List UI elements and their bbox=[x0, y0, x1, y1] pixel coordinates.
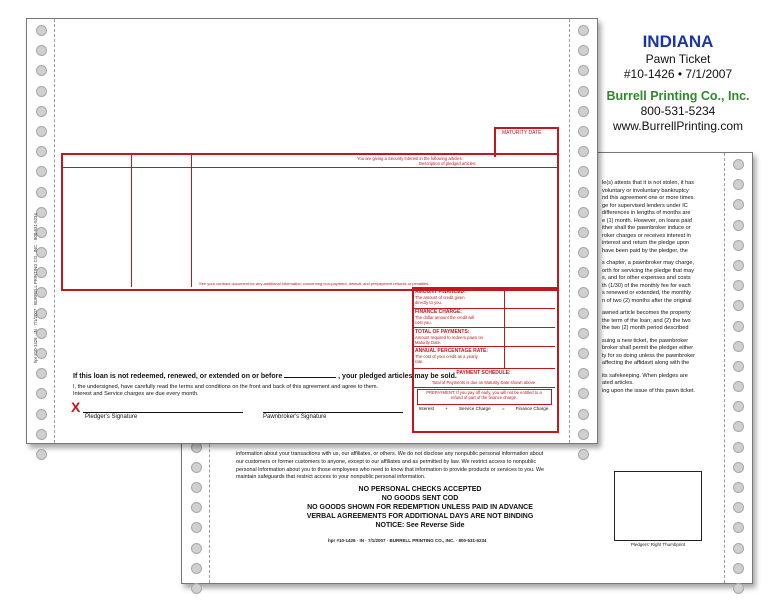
notice-line: NO PERSONAL CHECKS ACCEPTED bbox=[358, 486, 482, 493]
contract-note: See your contract document for any additional information concerning non-payment, default, and prepayment refunds or penalties. bbox=[199, 281, 430, 286]
tractor-hole bbox=[578, 388, 589, 399]
thumbprint-box bbox=[614, 471, 702, 541]
tractor-hole bbox=[733, 522, 744, 533]
pledgor-signature-line[interactable] bbox=[83, 412, 243, 413]
tractor-hole bbox=[578, 409, 589, 420]
company-phone: 800-531-5234 bbox=[640, 104, 716, 118]
tractor-hole bbox=[733, 543, 744, 554]
tractor-hole bbox=[733, 482, 744, 493]
tractor-hole bbox=[733, 260, 744, 271]
back-terms-text: le(s) attests that it is not stolen, it has voluntary or involuntary bankruptcy nd this agreement one or more times. ge for supervised lenders under IC differences in lengths of months are e (1) month. However, on loans paid ither shall the pawnbroker induce or roker charges or receives interest in interest and return the pledge upon have been paid by the pledger, the s chapter, a pawnbroker may charge, orth for servicing the pledge that may s, and for other expenses and costs th (1/30) of the monthly fee for each s renewed or extended, the monthly n of two (2) months after the original awned article becomes the property the term of the loan; and (2) the two the two (2) month period described suing a new ticket, the pawnbroker broker shall permit the pledger either ty for so doing unless the pawnbroker affecting the affidavit along with the its safekeeping. When pledges are ated articles. ing upon the issue of this pawn ticket. bbox=[602, 180, 695, 394]
tractor-hole bbox=[733, 280, 744, 291]
back-footer: hpr #10-1426 · IN · 7/1/2007 · BURRELL PRINTING CO., INC. · 800-531-5234 bbox=[328, 538, 487, 543]
notices bbox=[236, 485, 604, 530]
prepayment-text: PREPAYMENT: If you pay off early, you will not be entitled to a refund of part of the finance charge. bbox=[426, 390, 542, 400]
tractor-hole bbox=[733, 583, 744, 594]
tractor-hole bbox=[36, 429, 47, 440]
tractor-hole bbox=[733, 240, 744, 251]
tractor-hole bbox=[36, 146, 47, 157]
description-header: Description of pledged articles: bbox=[419, 161, 477, 166]
tractor-hole bbox=[733, 341, 744, 352]
tractor-hole bbox=[578, 449, 589, 460]
tractor-hole bbox=[36, 45, 47, 56]
interest-label: Interest bbox=[418, 406, 434, 411]
tractor-hole bbox=[578, 328, 589, 339]
tractor-hole bbox=[578, 267, 589, 278]
form-code: #10-1426 • 7/1/2007 bbox=[623, 67, 733, 81]
tractor-hole bbox=[733, 179, 744, 190]
tractor-hole bbox=[36, 368, 47, 379]
redeem-notice: If this loan is not redeemed, renewed, or extended on or before , your pledged articles may be sold. bbox=[73, 373, 457, 380]
tractor-hole bbox=[191, 522, 202, 533]
tractor-hole bbox=[733, 159, 744, 170]
tractor-hole bbox=[191, 543, 202, 554]
tractor-hole bbox=[578, 65, 589, 76]
service-charge-label: Service Charge bbox=[458, 406, 491, 411]
tractor-hole bbox=[578, 308, 589, 319]
tractor-hole bbox=[578, 368, 589, 379]
agree-text: I, the undersigned, have carefully read the terms and conditions on the front and back of this agreement and agree to them. bbox=[73, 384, 379, 390]
product-header bbox=[598, 32, 758, 134]
privacy-text: information about your transactions with us, our affiliates, or others. We do not disclose any nonpublic personal information about our customers or former customers to anyone, except to our affiliates and as permitted by law. We restrict access to nonpublic personal information about you to those employees who need to know that information to provide products or services to you. We maintain safeguards that restrict access to your nonpublic personal information. bbox=[236, 451, 544, 481]
tractor-hole bbox=[578, 166, 589, 177]
tractor-hole bbox=[578, 146, 589, 157]
tractor-hole bbox=[36, 86, 47, 97]
tractor-hole bbox=[36, 65, 47, 76]
tractor-hole bbox=[36, 166, 47, 177]
tractor-hole bbox=[733, 300, 744, 311]
tractor-hole bbox=[191, 462, 202, 473]
tractor-hole bbox=[191, 583, 202, 594]
redeem-date-field[interactable] bbox=[284, 377, 336, 378]
finance-charge-label: Finance Charge bbox=[515, 406, 549, 411]
tractor-hole bbox=[733, 381, 744, 392]
pawnbroker-signature-label: Pawnbroker's Signature bbox=[263, 414, 327, 420]
pawnbroker-signature-line[interactable] bbox=[263, 412, 403, 413]
tractor-hole bbox=[733, 442, 744, 453]
tractor-hole bbox=[578, 25, 589, 36]
tractor-hole bbox=[36, 126, 47, 137]
pledgor-signature-label: Pledger's Signature bbox=[85, 414, 138, 420]
tractor-hole bbox=[36, 25, 47, 36]
payment-schedule[interactable]: PAYMENT SCHEDULE: Total of Payments is due on Maturity Date shown above bbox=[431, 370, 536, 385]
tractor-hole bbox=[191, 482, 202, 493]
notice-line: NOTICE: See Reverse Side bbox=[375, 522, 465, 529]
tractor-hole bbox=[578, 227, 589, 238]
tractor-hole bbox=[36, 187, 47, 198]
front-sheet bbox=[26, 18, 598, 444]
total-of-payments[interactable]: TOTAL OF PAYMENTS: Amount required to redeem pawn on Maturity Date. bbox=[415, 329, 483, 345]
interest-text: Interest and Service charges are due every month. bbox=[73, 391, 199, 397]
right-perforation bbox=[569, 19, 570, 443]
side-label: hpr #10-1426 · IN · 7/1/2007 · BURRELL PRINTING CO., INC. · 800-531-5234 bbox=[33, 213, 38, 363]
tractor-hole bbox=[578, 429, 589, 440]
tractor-hole bbox=[578, 106, 589, 117]
form-name: Pawn Ticket bbox=[645, 52, 711, 66]
state-title: INDIANA bbox=[642, 32, 714, 51]
tractor-hole bbox=[733, 421, 744, 432]
finance-charge[interactable]: FINANCE CHARGE: The dollar amount the credit will cost you. bbox=[415, 309, 475, 325]
tractor-hole bbox=[578, 187, 589, 198]
plus-sign: + bbox=[445, 406, 448, 411]
notice-line: NO GOODS SHOWN FOR REDEMPTION UNLESS PAID IN ADVANCE bbox=[307, 504, 533, 511]
bottom-labels bbox=[413, 406, 554, 411]
tractor-hole bbox=[36, 449, 47, 460]
amount-financed[interactable]: AMOUNT FINANCED: The amount of credit given directly to you. bbox=[415, 289, 466, 305]
equals-sign: = bbox=[501, 406, 505, 411]
company-website[interactable]: www.BurrellPrinting.com bbox=[612, 119, 744, 133]
tractor-hole bbox=[733, 502, 744, 513]
tractor-hole bbox=[733, 563, 744, 574]
thumbprint-label: Pledgers' Right Thumbprint bbox=[630, 542, 686, 547]
tractor-hole bbox=[191, 502, 202, 513]
tractor-hole bbox=[36, 106, 47, 117]
tractor-hole bbox=[578, 348, 589, 359]
tractor-hole bbox=[36, 409, 47, 420]
tractor-hole bbox=[733, 361, 744, 372]
pledged-articles-box[interactable] bbox=[61, 153, 559, 291]
tractor-hole bbox=[578, 247, 589, 258]
tractor-hole bbox=[36, 388, 47, 399]
company-name: Burrell Printing Co., Inc. bbox=[606, 89, 750, 103]
left-perforation bbox=[54, 19, 55, 443]
maturity-date-label: MATURITY DATE bbox=[502, 130, 542, 136]
x-mark: X bbox=[71, 399, 81, 415]
tractor-hole bbox=[733, 199, 744, 210]
tractor-hole bbox=[191, 563, 202, 574]
annual-percentage-rate[interactable]: ANNUAL PERCENTAGE RATE: The cost of your credit as a yearly rate. bbox=[415, 348, 489, 364]
tractor-hole bbox=[578, 86, 589, 97]
tractor-hole bbox=[578, 126, 589, 137]
right-tractor-holes bbox=[577, 25, 589, 437]
tractor-hole bbox=[733, 462, 744, 473]
notice-line: NO GOODS SENT COD bbox=[381, 495, 459, 502]
tractor-hole bbox=[578, 207, 589, 218]
tractor-hole bbox=[578, 45, 589, 56]
tractor-hole bbox=[733, 321, 744, 332]
notice-line: VERBAL AGREEMENTS FOR ADDITIONAL DAYS ARE NOT BINDING bbox=[306, 513, 534, 520]
tractor-hole bbox=[733, 220, 744, 231]
tractor-hole bbox=[733, 401, 744, 412]
right-tractor-holes bbox=[732, 159, 744, 577]
security-interest-text: You are giving a Security Interest in the following articles: bbox=[357, 156, 463, 161]
tractor-hole bbox=[578, 287, 589, 298]
